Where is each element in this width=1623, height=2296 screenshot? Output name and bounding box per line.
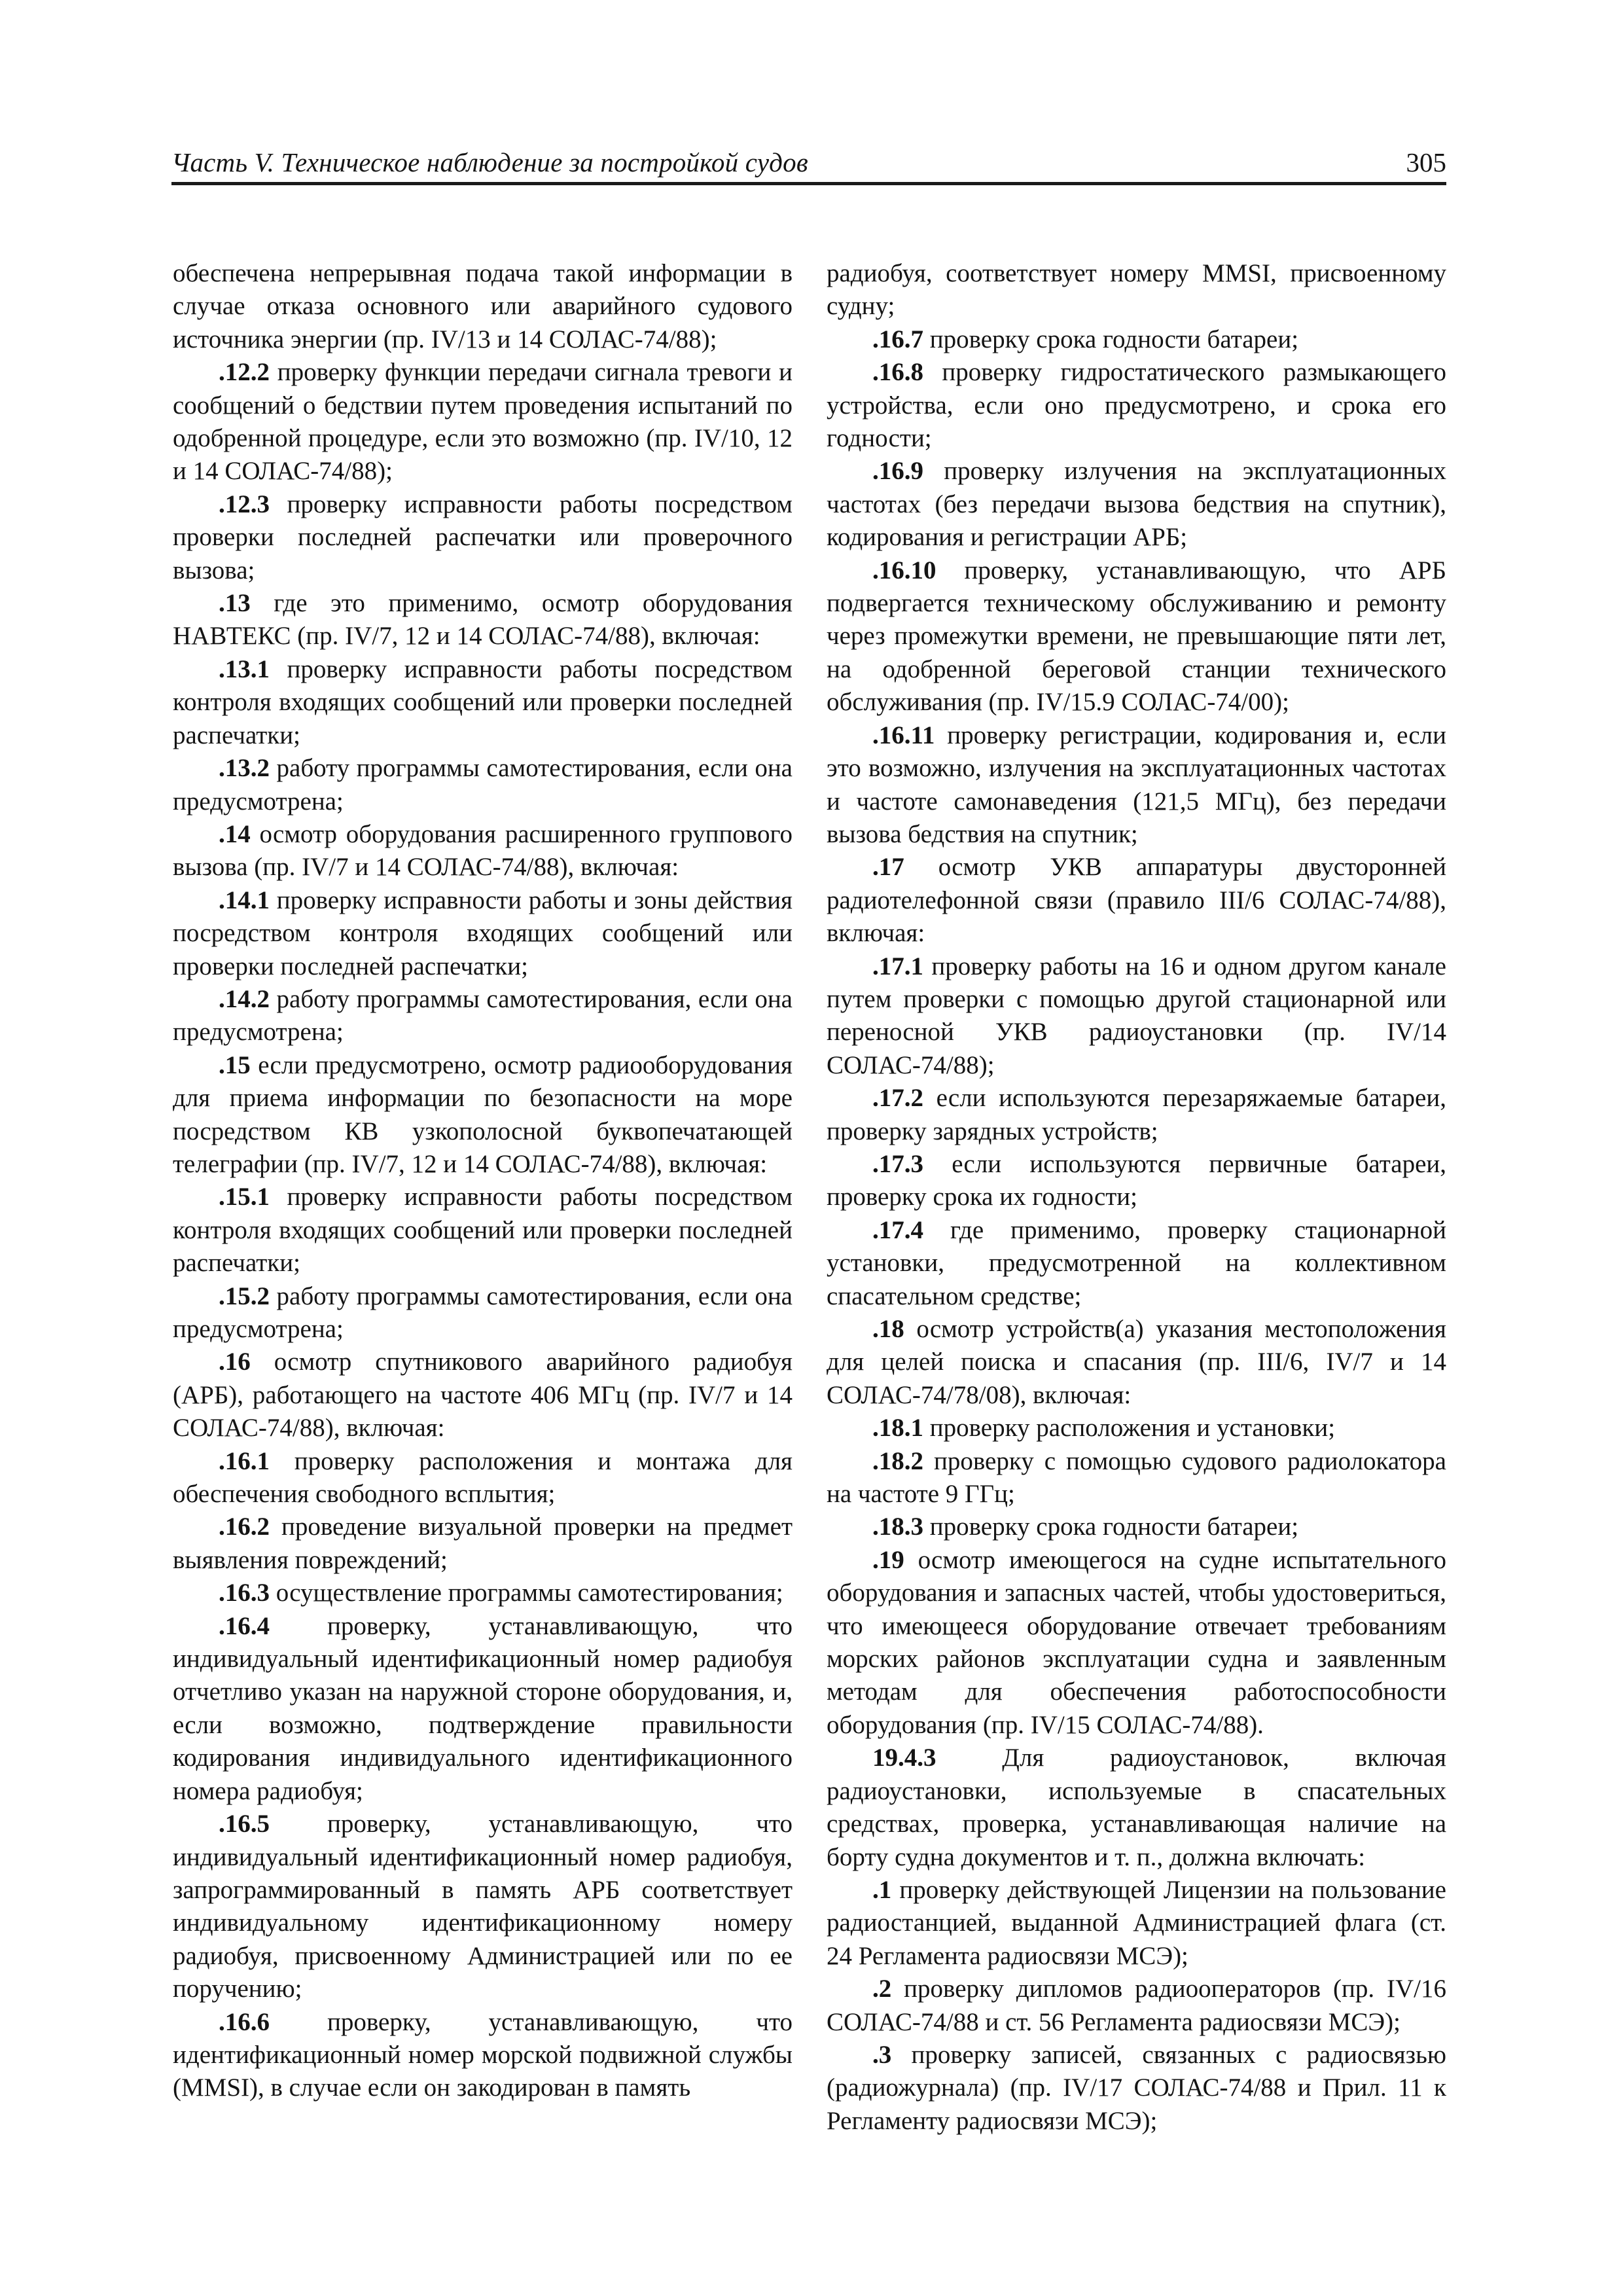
left-column xyxy=(173,257,793,2105)
clause-number: .15.2 xyxy=(219,1282,270,1310)
clause-text: проверку действующей Лицензии на пользование радиостанцией, выданной Администрацией флага (ст. 24 Регламента радиосвязи МСЭ); xyxy=(827,1875,1446,1970)
clause-number: .16.10 xyxy=(872,556,936,584)
clause-text: работу программы самотестирования, если она предусмотрена; xyxy=(173,1282,793,1343)
clause-text: работу программы самотестирования, если она предусмотрена; xyxy=(173,754,793,816)
paragraph xyxy=(827,1082,1446,1148)
clause-number: .18.1 xyxy=(872,1414,923,1443)
clause-text: обеспечена непрерывная подача такой информации в случае отказа основного или аварийного судового источника энергии (пр. IV/13 и 14 СОЛАС-74/88); xyxy=(173,259,793,353)
paragraph xyxy=(173,884,793,983)
paragraph xyxy=(173,2006,793,2105)
clause-text: проверку излучения на эксплуатационных частотах (без передачи вызова бедствия на спутник), кодирования и регистрации АРБ; xyxy=(827,457,1446,552)
header-title: Часть V. Техническое наблюдение за постройкой судов xyxy=(171,147,808,177)
clause-text: проверку расположения и установки; xyxy=(923,1414,1336,1443)
clause-text: проверку срока годности батареи; xyxy=(923,325,1299,353)
paragraph xyxy=(827,323,1446,356)
paragraph xyxy=(827,1742,1446,1874)
clause-text: проверку, устанавливающую, что идентификационный номер морской подвижной службы (MMSI), в случае если он закодирован в память xyxy=(173,2007,793,2102)
paragraph xyxy=(173,818,793,884)
clause-number: .12.2 xyxy=(219,358,270,387)
paragraph xyxy=(173,1511,793,1577)
paragraph xyxy=(173,587,793,653)
paragraph xyxy=(173,1577,793,1609)
paragraph xyxy=(827,257,1446,323)
clause-number: .16.6 xyxy=(219,2007,270,2036)
clause-number: .2 xyxy=(872,1975,892,2003)
clause-number: .17.4 xyxy=(872,1215,923,1244)
clause-number: .16.3 xyxy=(219,1579,270,1607)
clause-text: проверку работы на 16 и одном другом канале путем проверки с помощью другой стационарной или переносной УКВ радиоустановки (пр. IV/14 СОЛАС-74/88); xyxy=(827,952,1446,1079)
clause-number: .17.2 xyxy=(872,1084,923,1113)
paragraph xyxy=(173,983,793,1049)
clause-number: .15.1 xyxy=(219,1183,270,1211)
page-number: 305 xyxy=(1406,147,1446,177)
paragraph xyxy=(173,653,793,752)
paragraph xyxy=(827,2039,1446,2138)
paragraph xyxy=(173,1610,793,1808)
paragraph xyxy=(827,1214,1446,1313)
paragraph xyxy=(827,1313,1446,1412)
clause-text: если используются первичные батареи, проверку срока их годности; xyxy=(827,1149,1446,1211)
clause-text: осмотр устройств(а) указания местоположения для целей поиска и спасания (пр. III/6, IV/7 и 14 СОЛАС-74/78/08), включая: xyxy=(827,1315,1446,1409)
paragraph xyxy=(827,1544,1446,1742)
paragraph xyxy=(827,455,1446,554)
paragraph xyxy=(173,1346,793,1444)
clause-number: .16.8 xyxy=(872,358,923,387)
clause-text: осмотр оборудования расширенного группового вызова (пр. IV/7 и 14 СОЛАС-74/88), включая: xyxy=(173,819,793,882)
clause-number: .14.1 xyxy=(219,886,270,914)
clause-number: .13.2 xyxy=(219,754,270,783)
paragraph xyxy=(173,356,793,488)
clause-text: если используются перезаряжаемые батареи, проверку зарядных устройств; xyxy=(827,1084,1446,1145)
paragraph xyxy=(827,554,1446,719)
clause-number: .13 xyxy=(219,589,251,618)
clause-text: проверку гидростатического размыкающего устройства, если оно предусмотрено, и срока его годности; xyxy=(827,358,1446,453)
clause-number: .16.2 xyxy=(219,1513,270,1541)
clause-number: .18.2 xyxy=(872,1446,923,1475)
right-column xyxy=(827,257,1446,2138)
clause-number: .17.3 xyxy=(872,1149,923,1178)
clause-number: .13.1 xyxy=(219,655,270,683)
clause-text: проверку исправности работы и зоны действия посредством контроля входящих сообщений или проверки последней распечатки; xyxy=(173,886,793,980)
paragraph xyxy=(173,257,793,356)
clause-text: проведение визуальной проверки на предмет выявления повреждений; xyxy=(173,1513,793,1574)
clause-text: проверку, устанавливающую, что индивидуальный идентификационный номер радиобуя, запрограммированный в память АРБ соответствует индивидуальному идентификационному номеру радиобуя, присвоенному Администрацией или по ее поручению; xyxy=(173,1810,793,2003)
paragraph xyxy=(173,1280,793,1346)
clause-number: .16.9 xyxy=(872,457,923,486)
paragraph xyxy=(173,1808,793,2005)
clause-text: проверку срока годности батареи; xyxy=(923,1513,1299,1541)
paragraph xyxy=(827,1973,1446,2039)
paragraph xyxy=(827,1874,1446,1973)
running-header xyxy=(171,145,1446,185)
clause-text: проверку записей, связанных с радиосвязью (радиожурнала) (пр. IV/17 СОЛАС-74/88 и Прил. 11 к Регламенту радиосвязи МСЭ); xyxy=(827,2040,1446,2135)
paragraph xyxy=(827,356,1446,455)
clause-text: работу программы самотестирования, если она предусмотрена; xyxy=(173,984,793,1047)
clause-text: Для радиоустановок, включая радиоустановки, используемые в спасательных средствах, проверка, устанавливающая наличие на борту судна документов и т. п., должна включать: xyxy=(827,1744,1446,1871)
clause-text: проверку исправности работы посредством проверки последней распечатки или проверочного вызова; xyxy=(173,490,793,584)
clause-text: где это применимо, осмотр оборудования НАВТЕКС (пр. IV/7, 12 и 14 СОЛАС-74/88), включая: xyxy=(173,589,793,651)
clause-text: если предусмотрено, осмотр радиооборудования для приема информации по безопасности на море посредством КВ узкополосной буквопечатающей телеграфии (пр. IV/7, 12 и 14 СОЛАС-74/88), включая: xyxy=(173,1050,793,1178)
paragraph xyxy=(827,851,1446,950)
clause-number: .17.1 xyxy=(872,952,923,980)
clause-number: .16.7 xyxy=(872,325,923,353)
clause-number: .1 xyxy=(872,1875,892,1904)
paragraph xyxy=(827,950,1446,1083)
clause-text: осмотр УКВ аппаратуры двусторонней радиотелефонной связи (правило III/6 СОЛАС-74/88), включая: xyxy=(827,853,1446,948)
clause-number: 19.4.3 xyxy=(872,1744,936,1772)
clause-text: радиобуя, соответствует номеру MMSI, присвоенному судну; xyxy=(827,259,1446,321)
clause-number: .3 xyxy=(872,2040,892,2069)
clause-number: .14.2 xyxy=(219,984,270,1013)
paragraph xyxy=(827,1511,1446,1543)
clause-number: .16.4 xyxy=(219,1611,270,1640)
clause-text: проверку исправности работы посредством контроля входящих сообщений или проверки последней распечатки; xyxy=(173,655,793,749)
clause-text: проверку с помощью судового радиолокатора на частоте 9 ГГц; xyxy=(827,1446,1446,1509)
clause-number: .19 xyxy=(872,1545,904,1574)
paragraph xyxy=(827,1148,1446,1214)
clause-text: где применимо, проверку стационарной установки, предусмотренной на коллективном спасательном средстве; xyxy=(827,1215,1446,1310)
clause-number: .17 xyxy=(872,853,904,882)
clause-number: .18.3 xyxy=(872,1513,923,1541)
clause-text: проверку функции передачи сигнала тревоги и сообщений о бедствии путем проведения испытаний по одобренной процедуре, если это возможно (пр. IV/10, 12 и 14 СОЛАС-74/88); xyxy=(173,358,793,486)
paragraph xyxy=(827,1412,1446,1444)
clause-text: проверку исправности работы посредством контроля входящих сообщений или проверки последней распечатки; xyxy=(173,1183,793,1278)
clause-number: .16.1 xyxy=(219,1446,270,1475)
clause-text: проверку расположения и монтажа для обеспечения свободного всплытия; xyxy=(173,1446,793,1509)
clause-text: проверку, устанавливающую, что АРБ подвергается техническому обслуживанию и ремонту через промежутки времени, не превышающие пяти лет, на одобренной береговой станции технического обслуживания (пр. IV/15.9 СОЛАС-74/00); xyxy=(827,556,1446,717)
clause-number: .16.11 xyxy=(872,721,935,749)
clause-text: проверку, устанавливающую, что индивидуальный идентификационный номер радиобуя отчетливо указан на наружной стороне оборудования, и, если возможно, подтверждение правильности кодирования индивидуального идентификационного номера радиобуя; xyxy=(173,1611,793,1805)
clause-text: осмотр имеющегося на судне испытательного оборудования и запасных частей, чтобы удостовериться, что имеющееся оборудование отвечает требованиям морских районов эксплуатации судна и заявленным методам для обеспечения работоспособности оборудования (пр. IV/15 СОЛАС-74/88). xyxy=(827,1545,1446,1739)
paragraph xyxy=(173,488,793,587)
paragraph xyxy=(827,1445,1446,1511)
paragraph xyxy=(173,752,793,818)
clause-number: .14 xyxy=(219,819,251,848)
clause-number: .12.3 xyxy=(219,490,270,518)
paragraph xyxy=(173,1181,793,1280)
clause-text: осмотр спутникового аварийного радиобуя (АРБ), работающего на частоте 406 МГц (пр. IV/7 и 14 СОЛАС-74/88), включая: xyxy=(173,1348,793,1443)
paragraph xyxy=(173,1445,793,1511)
clause-text: проверку регистрации, кодирования и, если это возможно, излучения на эксплуатационных частотах и частоте самонаведения (121,5 МГц), без передачи вызова бедствия на спутник; xyxy=(827,721,1446,848)
paragraph xyxy=(827,719,1446,852)
clause-number: .15 xyxy=(219,1050,251,1079)
clause-text: проверку дипломов радиооператоров (пр. IV/16 СОЛАС-74/88 и ст. 56 Регламента радиосвязи МСЭ); xyxy=(827,1975,1446,2036)
paragraph xyxy=(173,1049,793,1181)
clause-number: .16 xyxy=(219,1348,251,1376)
clause-text: осуществление программы самотестирования; xyxy=(270,1579,783,1607)
clause-number: .16.5 xyxy=(219,1810,270,1839)
clause-number: .18 xyxy=(872,1315,904,1343)
